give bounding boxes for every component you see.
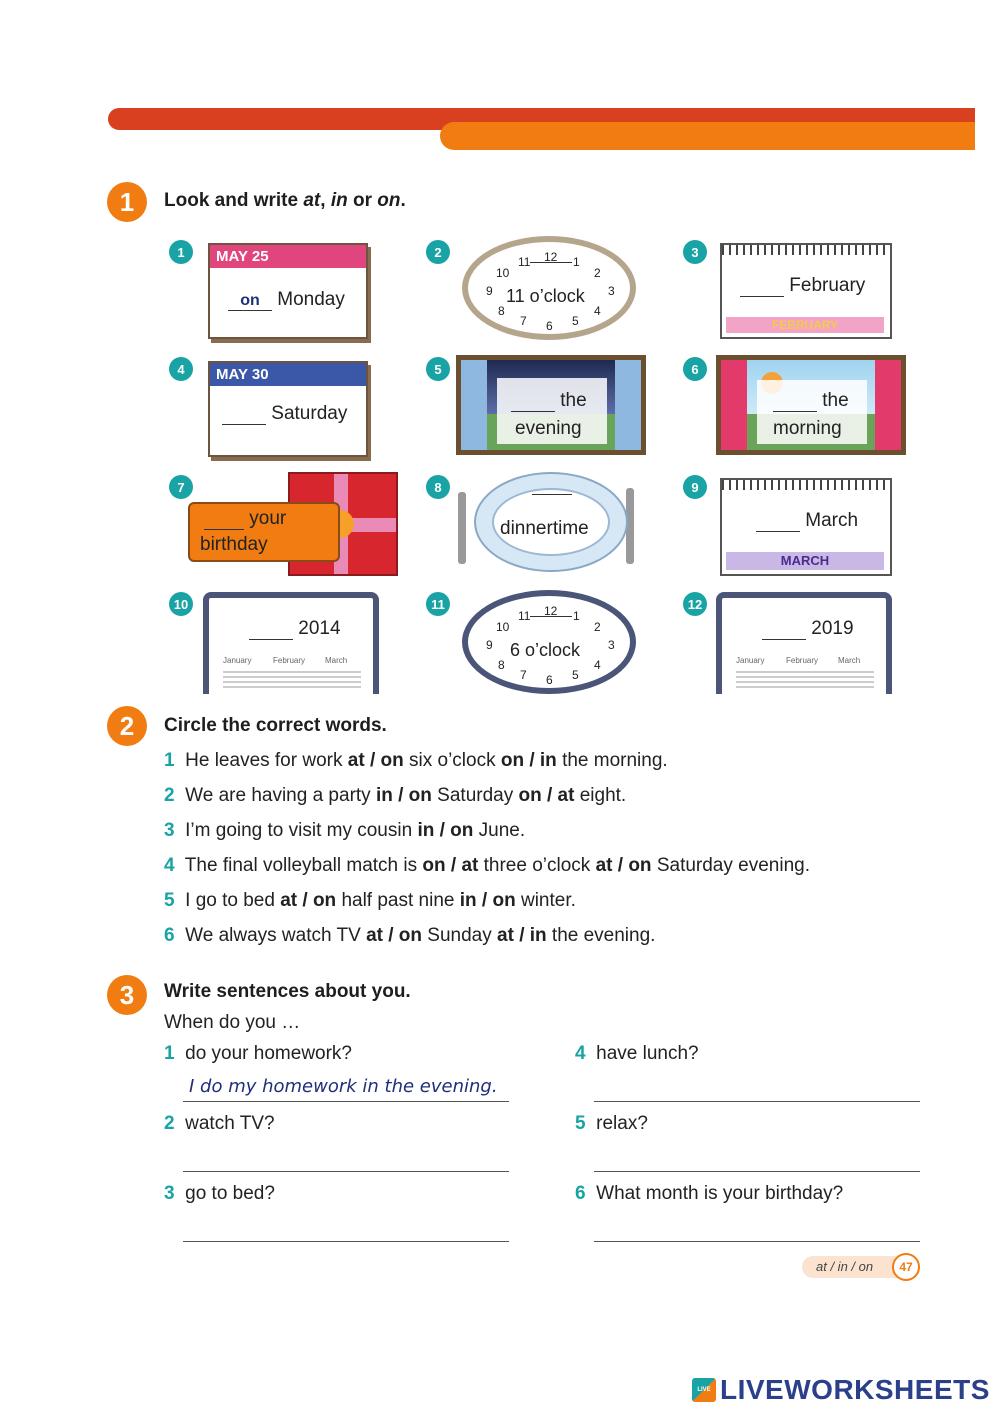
answer-field[interactable] xyxy=(183,1076,509,1102)
section-3-subtitle: When do you … xyxy=(164,1012,301,1033)
item-text-2: evening xyxy=(515,418,582,439)
item-badge: 9 xyxy=(683,475,707,499)
choice[interactable]: at / in xyxy=(497,925,547,946)
item-badge: 7 xyxy=(169,475,193,499)
window-morning xyxy=(716,355,906,455)
calendar-footer: MARCH xyxy=(726,552,884,570)
item-badge: 10 xyxy=(169,592,193,616)
clock-number: 12 xyxy=(544,604,558,618)
answer-blank[interactable] xyxy=(756,531,800,532)
page-number: 47 xyxy=(892,1253,920,1281)
choice[interactable]: at / on xyxy=(280,890,337,911)
question: 4 have lunch? xyxy=(575,1043,699,1064)
clock-number: 10 xyxy=(496,620,510,634)
section-3-number: 3 xyxy=(107,975,147,1015)
plate xyxy=(474,472,628,572)
item-badge: 11 xyxy=(426,592,450,616)
sentence: 2 We are having a party in / on Saturday on / at eight. xyxy=(164,785,627,806)
calendar-spiral xyxy=(722,480,890,490)
clock-number: 9 xyxy=(486,284,493,298)
clock-number: 9 xyxy=(486,638,493,652)
wall-calendar xyxy=(720,478,892,576)
item-badge: 5 xyxy=(426,357,450,381)
month-label: January xyxy=(223,656,252,665)
item-text: March xyxy=(805,510,859,531)
answer-blank[interactable]: on xyxy=(228,292,272,311)
clock-number: 1 xyxy=(573,609,580,623)
item-text-2: morning xyxy=(773,418,842,439)
question: 2 watch TV? xyxy=(164,1113,275,1134)
fork-icon xyxy=(458,492,466,564)
item-badge: 6 xyxy=(683,357,707,381)
header-bar-orange xyxy=(440,122,975,150)
clock-number: 10 xyxy=(496,266,510,280)
clock-number: 1 xyxy=(573,255,580,269)
calendar-header: MAY 30 xyxy=(210,363,366,386)
answer-field[interactable] xyxy=(594,1076,920,1102)
choice[interactable]: in / on xyxy=(375,785,432,806)
clock-number: 6 xyxy=(546,673,553,687)
item-badge: 1 xyxy=(169,240,193,264)
item-badge: 3 xyxy=(683,240,707,264)
month-label: January xyxy=(736,656,765,665)
item-badge: 12 xyxy=(683,592,707,616)
item-text: the xyxy=(560,390,587,411)
clock-number: 3 xyxy=(608,638,615,652)
clock-number: 2 xyxy=(594,620,601,634)
curtain-right xyxy=(615,360,641,450)
clock-number: 12 xyxy=(544,250,558,264)
calendar-spiral xyxy=(722,245,890,255)
month-label: March xyxy=(838,656,861,665)
section-2-title: Circle the correct words. xyxy=(164,715,387,736)
clock-number: 11 xyxy=(518,255,531,269)
answer-blank[interactable] xyxy=(740,296,784,297)
item-text-2: birthday xyxy=(200,534,268,555)
clock-number: 5 xyxy=(572,668,579,682)
choice[interactable]: on / at xyxy=(518,785,575,806)
clock-number: 7 xyxy=(520,668,527,682)
curtain-left xyxy=(461,360,487,450)
curtain-right xyxy=(875,360,901,450)
answer-field[interactable] xyxy=(594,1146,920,1172)
choice[interactable]: on / at xyxy=(422,855,479,876)
month-label: February xyxy=(786,656,819,665)
item-text: your xyxy=(249,508,287,529)
question: 3 go to bed? xyxy=(164,1183,275,1204)
question: 5 relax? xyxy=(575,1113,648,1134)
item-badge: 2 xyxy=(426,240,450,264)
clock-face xyxy=(462,236,636,340)
clock-number: 4 xyxy=(594,658,601,672)
desk-calendar xyxy=(208,361,368,457)
item-text: 11 o’clock xyxy=(506,286,585,306)
curtain-left xyxy=(721,360,747,450)
item-text: 2019 xyxy=(811,618,854,639)
answer-field[interactable] xyxy=(594,1216,920,1242)
sentence: 5 I go to bed at / on half past nine in / on winter. xyxy=(164,890,576,911)
liveworksheets-logo-icon: LIVE xyxy=(692,1378,716,1402)
choice[interactable]: in / on xyxy=(417,820,474,841)
brand-name: LIVEWORKSHEETS xyxy=(720,1374,990,1405)
answer-field[interactable] xyxy=(183,1146,509,1172)
answer-blank[interactable] xyxy=(511,411,555,412)
clock-number: 8 xyxy=(498,658,505,672)
item-badge: 8 xyxy=(426,475,450,499)
clock-number: 5 xyxy=(572,314,579,328)
section-1-number: 1 xyxy=(107,182,147,222)
item-text: 6 o’clock xyxy=(510,640,581,660)
gift-tag xyxy=(188,502,340,562)
desk-calendar xyxy=(208,243,368,339)
clock-number: 4 xyxy=(594,304,601,318)
topic-label: at / in / on xyxy=(816,1259,874,1274)
item-text: dinnertime xyxy=(500,518,589,539)
wall-calendar xyxy=(720,243,892,339)
tablet-calendar xyxy=(716,592,892,694)
calendar-header: MAY 25 xyxy=(210,245,366,268)
section-2-number: 2 xyxy=(107,706,147,746)
choice[interactable]: at / on xyxy=(366,925,423,946)
clock-number: 2 xyxy=(594,266,601,280)
choice[interactable]: at / on xyxy=(595,855,652,876)
topic-tag xyxy=(802,1256,898,1278)
handwritten-answer: I do my homework in the evening. xyxy=(189,1076,498,1097)
section-1-title: Look and write at, in or on. xyxy=(164,190,406,211)
choice[interactable]: in / on xyxy=(459,890,516,911)
tablet-calendar xyxy=(203,592,379,694)
item-text: the xyxy=(822,390,849,411)
month-label: March xyxy=(325,656,348,665)
section-3-title: Write sentences about you. xyxy=(164,981,411,1002)
item-text: Saturday xyxy=(271,403,348,424)
item-badge: 4 xyxy=(169,357,193,381)
question: 1 do your homework? xyxy=(164,1043,353,1064)
sentence: 6 We always watch TV at / on Sunday at / in the evening. xyxy=(164,925,656,946)
answer-blank[interactable] xyxy=(204,529,244,530)
item-text: Monday xyxy=(277,289,345,310)
clock-face xyxy=(462,590,636,694)
answer-blank[interactable] xyxy=(762,639,806,640)
clock-number: 7 xyxy=(520,314,527,328)
item-text: 2014 xyxy=(298,618,341,639)
clock-number: 3 xyxy=(608,284,615,298)
question: 6 What month is your birthday? xyxy=(575,1183,844,1204)
window-evening xyxy=(456,355,646,455)
answer-blank[interactable] xyxy=(222,424,266,425)
clock-number: 11 xyxy=(518,609,531,623)
sentence: 4 The final volleyball match is on / at three o’clock at / on Saturday evening. xyxy=(164,855,810,876)
month-label: February xyxy=(273,656,306,665)
item-text: February xyxy=(789,275,866,296)
answer-blank[interactable] xyxy=(773,411,817,412)
answer-blank[interactable] xyxy=(249,639,293,640)
answer-field[interactable] xyxy=(183,1216,509,1242)
clock-number: 8 xyxy=(498,304,505,318)
calendar-footer: FEBRUARY xyxy=(726,317,884,333)
choice[interactable]: at / on xyxy=(347,750,404,771)
choice[interactable]: on / in xyxy=(500,750,557,771)
sentence: 1 He leaves for work at / on six o’clock on / in the morning. xyxy=(164,750,668,771)
sentence: 3 I’m going to visit my cousin in / on June. xyxy=(164,820,526,841)
clock-number: 6 xyxy=(546,319,553,333)
answer-blank[interactable] xyxy=(532,494,572,495)
